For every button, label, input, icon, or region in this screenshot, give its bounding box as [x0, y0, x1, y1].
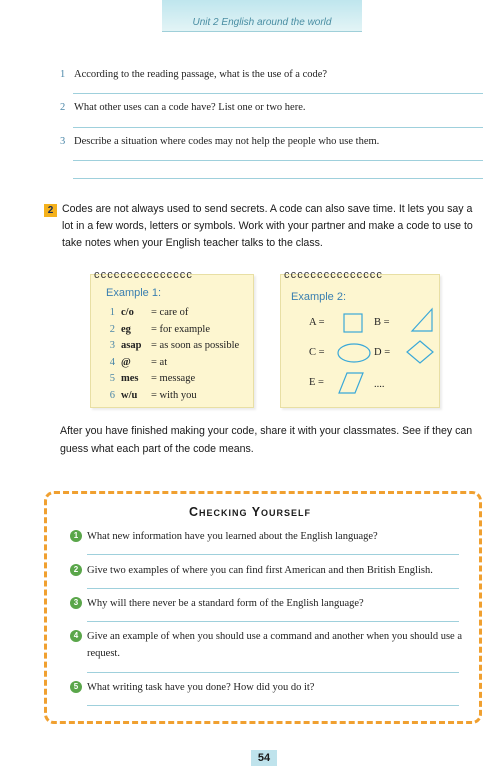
symbol-label-e: E = [309, 377, 324, 388]
example-2-title: Example 2: [291, 291, 347, 303]
answer-line [87, 672, 459, 673]
checking-question-2: 2 Give two examples of where you can find first American and then British English. [70, 562, 464, 579]
checking-yourself-title: Checking Yourself [188, 505, 312, 519]
symbol-label-a: A = [309, 317, 325, 328]
answer-line [87, 705, 459, 706]
reading-question-2: 2 What other uses can a code have? List one or two here. [60, 102, 306, 113]
answer-line [73, 127, 483, 128]
number-badge: 2 [70, 564, 82, 576]
ellipse-icon [337, 343, 371, 363]
symbol-label-d: D = [374, 347, 391, 358]
square-icon [343, 313, 363, 333]
parallelogram-icon [337, 371, 365, 395]
reading-question-3: 3 Describe a situation where codes may not help the people who use them. [60, 136, 380, 147]
checking-question-1: 1 What new information have you learned about the English language? [70, 528, 464, 545]
answer-line [73, 160, 483, 161]
number-badge: 4 [70, 630, 82, 642]
number-badge: 5 [70, 681, 82, 693]
checking-question-4: 4 Give an example of when you should use a command and another when you should use a request. [70, 628, 464, 662]
notebook-rings-icon: ccccccccccccccc [94, 269, 193, 281]
reading-question-1: 1 According to the reading passage, what is the use of a code? [60, 69, 328, 80]
checking-question-3: 3 Why will there never be a standard form of the English language? [70, 595, 464, 612]
example-1-title: Example 1: [106, 287, 162, 299]
unit-title: Unit 2 English around the world [192, 17, 332, 28]
symbol-label-b: B = [374, 317, 390, 328]
task-number-badge: 2 [44, 204, 57, 217]
checking-question-5: 5 What writing task have you done? How did you do it? [70, 679, 464, 696]
example-1-note [90, 269, 254, 408]
number-badge: 1 [70, 530, 82, 542]
triangle-icon [409, 307, 435, 333]
number-badge: 3 [70, 597, 82, 609]
symbol-ellipsis: .... [374, 379, 385, 390]
task-instructions: Codes are not always used to send secrets. A code can also save time. It lets you say a lot in a few words, letters or symbols. Work with your partner and make a code to use to take notes when your English teacher talks to the class. [62, 203, 473, 249]
follow-up-instructions: After you have finished making your code, share it with your classmates. See if they can guess what each part of the code means. [60, 425, 473, 455]
answer-line [73, 178, 483, 179]
page-number: 54 [251, 750, 277, 766]
notebook-rings-icon: ccccccccccccccc [284, 269, 383, 281]
example-2-note [280, 269, 440, 408]
unit-banner [162, 0, 362, 32]
answer-line [87, 621, 459, 622]
answer-line [87, 588, 459, 589]
answer-line [73, 93, 483, 94]
example-1-list: 1 c/o = care of 2 eg = for example 3 asap = as soon as possible 4 @ = at 5 mes = message 6 w/u = with you [109, 307, 240, 401]
symbol-label-c: C = [309, 347, 325, 358]
answer-line [87, 554, 459, 555]
diamond-icon [405, 339, 435, 365]
